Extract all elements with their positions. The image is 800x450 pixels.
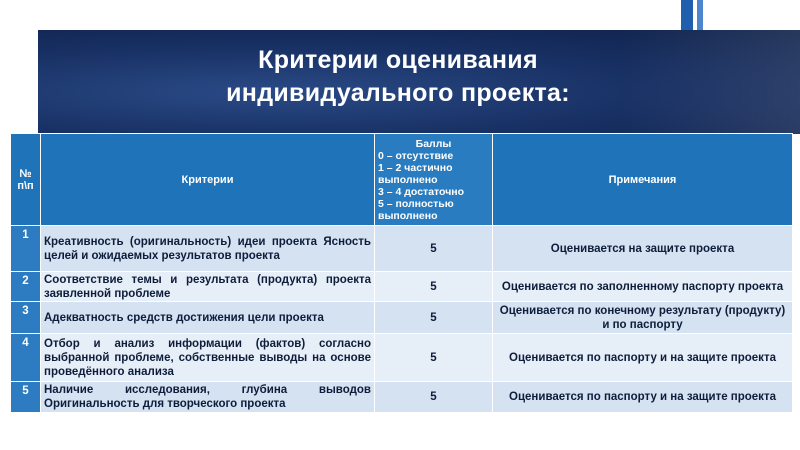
table-row xyxy=(11,226,793,272)
header-scores-line: 3 – 4 достаточно xyxy=(378,185,465,198)
header-scores-line: выполнено xyxy=(378,173,438,186)
row-score: 5 xyxy=(375,226,493,272)
row-score: 5 xyxy=(375,272,493,302)
header-notes: Примечания xyxy=(493,134,793,226)
row-number: 3 xyxy=(11,302,41,334)
criteria-table xyxy=(10,133,793,413)
table-row xyxy=(11,382,793,413)
header-scores-line: 1 – 2 частично xyxy=(378,161,453,174)
row-note: Оценивается по конечному результату (продукту) и по паспорту xyxy=(493,302,793,334)
header-scores-line: 5 – полностью xyxy=(378,197,454,210)
header-scores xyxy=(375,134,493,226)
header-scores-title: Баллы xyxy=(415,137,452,150)
row-score: 5 xyxy=(375,302,493,334)
row-note: Оценивается по паспорту и на защите проекта xyxy=(493,334,793,382)
row-criteria: Адекватность средств достижения цели проекта xyxy=(41,302,375,334)
table-row xyxy=(11,302,793,334)
row-score: 5 xyxy=(375,382,493,413)
row-score: 5 xyxy=(375,334,493,382)
row-number: 5 xyxy=(11,382,41,413)
slide-title-line-1: Критерии оценивания xyxy=(258,46,538,74)
row-criteria: Наличие исследования, глубина выводов Оригинальность для творческого проекта xyxy=(41,382,375,413)
title-banner xyxy=(38,30,800,134)
row-note: Оценивается по заполненному паспорту проекта xyxy=(493,272,793,302)
row-criteria: Отбор и анализ информации (фактов) согласно выбранной проблеме, собственные выводы на основе проведённого анализа xyxy=(41,334,375,382)
row-note: Оценивается по паспорту и на защите проекта xyxy=(493,382,793,413)
slide-title-line-2: индивидуального проекта: xyxy=(226,79,570,107)
row-number: 2 xyxy=(11,272,41,302)
table-row xyxy=(11,334,793,382)
row-number: 4 xyxy=(11,334,41,382)
table-row xyxy=(11,272,793,302)
row-criteria: Соответствие темы и результата (продукта) проекта заявленной проблеме xyxy=(41,272,375,302)
header-scores-line: 0 – отсутствие xyxy=(378,149,454,162)
header-scores-line: выполнено xyxy=(378,209,438,222)
header-num: № п\п xyxy=(11,134,41,226)
header-criteria: Критерии xyxy=(41,134,375,226)
table-header-row xyxy=(11,134,793,226)
row-note: Оценивается на защите проекта xyxy=(493,226,793,272)
row-number: 1 xyxy=(11,226,41,272)
slide-title xyxy=(38,44,758,110)
row-criteria: Креативность (оригинальность) идеи проекта Ясность целей и ожидаемых результатов проекта xyxy=(41,226,375,272)
